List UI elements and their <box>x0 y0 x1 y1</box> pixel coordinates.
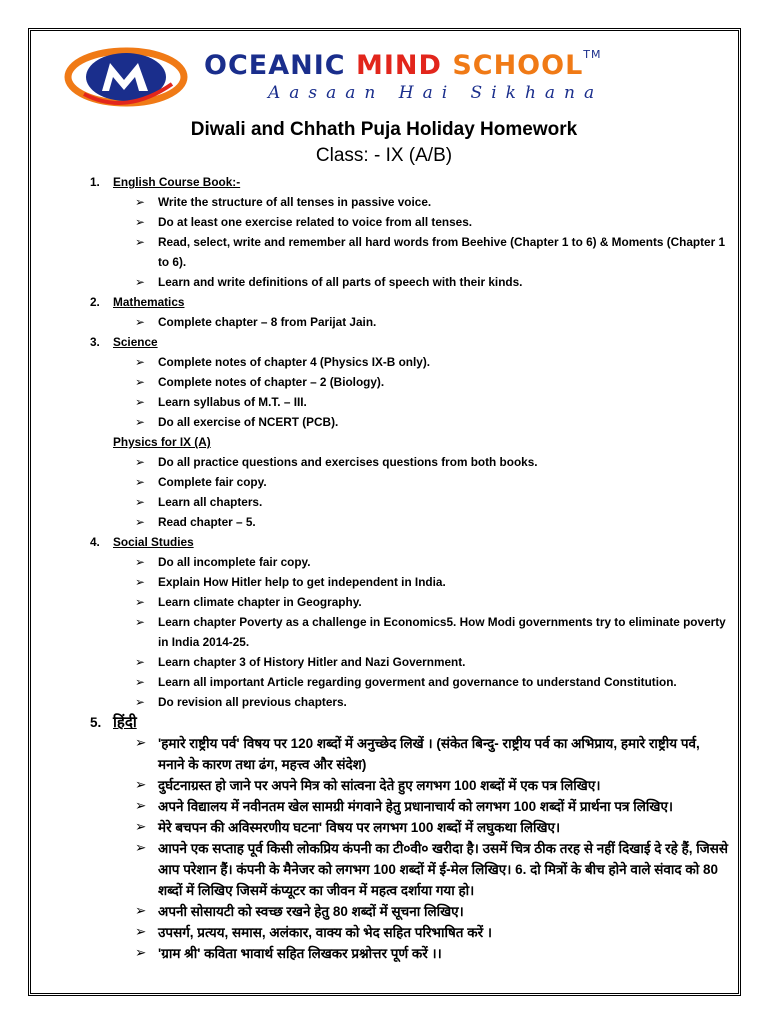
section-hindi <box>90 712 730 733</box>
social-studies-items <box>90 552 730 712</box>
brand-word-1: OCEANIC <box>204 50 346 81</box>
section-number: 2. <box>90 295 100 309</box>
school-logo <box>64 46 188 108</box>
brand-word-3: SCHOOL <box>452 50 584 81</box>
list-item: ➢ Learn climate chapter in Geography. <box>135 592 730 612</box>
list-item: ➢ अपनी सोसायटी को स्वच्छ रखने हेतु 80 शब्दों में सूचना लिखिए। <box>135 901 730 922</box>
list-item: ➢ Read, select, write and remember all hard words from Beehive (Chapter 1 to 6) & Moments (Chapter 1 to 6). <box>135 232 730 272</box>
list-item: ➢ Complete chapter – 8 from Parijat Jain. <box>135 312 730 332</box>
english-items <box>90 192 730 292</box>
brand-word-2: MIND <box>355 50 442 81</box>
list-item: ➢ उपसर्ग, प्रत्यय, समास, अलंकार, वाक्य को भेद सहित परिभाषित करें । <box>135 922 730 943</box>
list-item: ➢ Complete fair copy. <box>135 472 730 492</box>
page-title: Diwali and Chhath Puja Holiday Homework <box>190 119 578 140</box>
list-item: ➢ मेरे बचपन की अविस्मरणीय घटना' विषय पर लगभग 100 शब्दों में लघुकथा लिखिए। <box>135 817 730 838</box>
list-item: ➢ Do at least one exercise related to voice from all tenses. <box>135 212 730 232</box>
physics-items <box>90 452 730 532</box>
section-science <box>90 332 730 352</box>
section-number: 4. <box>90 535 100 549</box>
list-item: ➢ Do revision all previous chapters. <box>135 692 730 712</box>
list-item: ➢ Complete notes of chapter – 2 (Biology). <box>135 372 730 392</box>
list-item: ➢ Learn syllabus of M.T. – III. <box>135 392 730 412</box>
trademark: TM <box>583 48 602 61</box>
list-item: ➢ अपने विद्यालय में नवीनतम खेल सामग्री मंगवाने हेतु प्रधानाचार्य को लगभग 100 शब्दों में प्रार्थना पत्र लिखिए। <box>135 796 730 817</box>
list-item: ➢ Learn and write definitions of all parts of speech with their kinds. <box>135 272 730 292</box>
school-name <box>204 50 602 81</box>
section-social-studies <box>90 532 730 552</box>
list-item: ➢ Learn chapter Poverty as a challenge in Economics5. How Modi governments try to eliminate poverty in India 2014-25. <box>135 612 730 652</box>
section-heading: हिंदी <box>113 714 137 731</box>
physics-subheading: Physics for IX (A) <box>113 435 211 449</box>
list-item: ➢ Do all incomplete fair copy. <box>135 552 730 572</box>
class-subtitle: Class: - IX (A/B) <box>315 145 453 166</box>
section-english <box>90 172 730 192</box>
list-item: ➢ Do all exercise of NCERT (PCB). <box>135 412 730 432</box>
hindi-block <box>90 712 730 964</box>
homework-list <box>90 172 730 964</box>
list-item: ➢ Complete notes of chapter 4 (Physics IX-B only). <box>135 352 730 372</box>
science-items <box>90 352 730 432</box>
list-item: ➢ Learn all important Article regarding goverment and governance to understand Constitution. <box>135 672 730 692</box>
section-heading: Mathematics <box>113 295 185 309</box>
hindi-items <box>90 733 730 964</box>
section-mathematics <box>90 292 730 312</box>
list-item: ➢ आपने एक सप्ताह पूर्व किसी लोकप्रिय कंपनी का टी०वी० खरीदा है। उसमें चित्र ठीक तरह से नहीं दिखाई दे रहे हैं, जिससे आप परेशान हैं। कंपनी के मैनेजर को लगभग 100 शब्दों में ई-मेल लिखिए। 6. दो मित्रों के बीच होने वाले संवाद को 80 शब्दों में लिखिए जिसमें कंप्यूटर का जीवन में महत्व दर्शाया गया हो। <box>135 838 730 901</box>
list-item: ➢ Do all practice questions and exercises questions from both books. <box>135 452 730 472</box>
mathematics-items <box>90 312 730 332</box>
list-item: ➢ Read chapter – 5. <box>135 512 730 532</box>
list-item: ➢ Explain How Hitler help to get independent in India. <box>135 572 730 592</box>
list-item: ➢ 'ग्राम श्री' कविता भावार्थ सहित लिखकर प्रश्नोत्तर पूर्ण करें ।। <box>135 943 730 964</box>
list-item: ➢ दुर्घटनाग्रस्त हो जाने पर अपने मित्र को सांत्वना देते हुए लगभग 100 शब्दों में एक पत्र लिखिए। <box>135 775 730 796</box>
school-tagline: Aasaan Hai Sikhana <box>268 83 604 103</box>
school-header <box>64 40 704 110</box>
list-item: ➢ Learn all chapters. <box>135 492 730 512</box>
section-number: 1. <box>90 175 100 189</box>
list-item: ➢ 'हमारे राष्ट्रीय पर्व' विषय पर 120 शब्दों में अनुच्छेद लिखें । (संकेत बिन्दु- राष्ट्रीय पर्व का अभिप्राय, हमारे राष्ट्रीय पर्व, मनाने के कारण तथा ढंग, महत्त्व और संदेश) <box>135 733 730 775</box>
section-heading: Science <box>113 335 158 349</box>
section-number: 3. <box>90 335 100 349</box>
section-number: 5. <box>90 715 102 730</box>
section-heading: English Course Book:- <box>113 175 241 189</box>
section-heading: Social Studies <box>113 535 194 549</box>
list-item: ➢ Write the structure of all tenses in passive voice. <box>135 192 730 212</box>
list-item: ➢ Learn chapter 3 of History Hitler and Nazi Government. <box>135 652 730 672</box>
